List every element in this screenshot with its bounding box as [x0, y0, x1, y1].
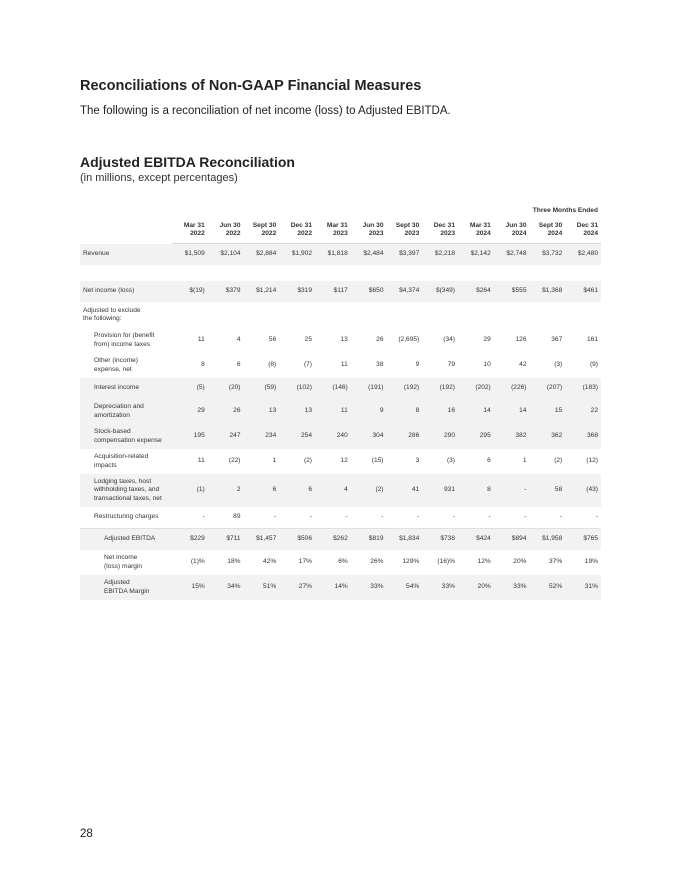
table-row	[80, 244, 601, 266]
table-cell: 1	[522, 457, 527, 465]
table-row	[80, 550, 601, 575]
row-label	[80, 550, 172, 575]
table-cell: (20)	[208, 378, 244, 399]
table-cell: 42%	[263, 558, 277, 566]
table-cell: 26	[208, 399, 244, 424]
row-label	[80, 449, 172, 474]
table-cell: 56	[268, 336, 277, 344]
row-label-line: Depreciation and	[94, 403, 144, 410]
table-cell: (192)	[422, 378, 458, 399]
table-cell: $(349)	[422, 281, 458, 302]
table-cell: 52%	[530, 575, 566, 600]
table-cell: 4	[236, 336, 241, 344]
table-cell: 382	[494, 424, 530, 449]
row-label-line: compensation expense	[94, 436, 162, 444]
table-cell: 14	[494, 399, 530, 424]
table-cell: 240	[315, 424, 351, 449]
period-label: Three Months Ended	[532, 206, 598, 214]
table-cell: 234	[244, 424, 280, 449]
table-cell: 11	[197, 457, 205, 465]
table-cell: 41	[387, 474, 423, 507]
table-cell: (1)	[172, 474, 208, 507]
row-label: Adjusted EBITDA	[80, 529, 172, 551]
column-header	[279, 217, 315, 244]
table-cell	[422, 302, 458, 328]
table-cell: $711	[208, 529, 244, 551]
table-cell: 6%	[338, 558, 348, 566]
table-cell: (202)	[458, 378, 494, 399]
row-label-line: from) income taxes	[94, 340, 151, 348]
column-header-year: 2024	[511, 230, 527, 237]
table-cell: 18%	[227, 558, 241, 566]
table-cell: $1,509	[172, 244, 208, 266]
column-header-year: 2023	[368, 230, 384, 237]
table-cell: (7)	[303, 361, 312, 369]
table-cell: 9	[351, 399, 387, 424]
row-label-line: (loss) margin	[104, 562, 143, 570]
table-cell: (3)	[446, 457, 455, 465]
table-cell: 368	[565, 424, 601, 449]
table-cell: (2,695)	[398, 336, 420, 344]
table-cell: $229	[172, 529, 208, 551]
intro-text: The following is a reconciliation of net income (loss) to Adjusted EBITDA.	[80, 105, 451, 117]
table-cell: 38	[376, 361, 384, 369]
table-cell: 1	[272, 457, 277, 465]
table-cell: -	[345, 513, 348, 521]
table-cell: 362	[530, 424, 566, 449]
table-cell: (15)	[371, 457, 384, 465]
table-cell: $2,142	[458, 244, 494, 266]
column-header-period: Jun 30	[362, 221, 384, 229]
table-cell: $819	[351, 529, 387, 551]
column-header-period: Sept 30	[395, 221, 420, 229]
table-cell: $424	[458, 529, 494, 551]
table-cell: $4,374	[387, 281, 423, 302]
table-cell: 2	[208, 474, 244, 507]
table-cell: 12%	[477, 558, 491, 566]
table-cell: (3)	[554, 361, 563, 369]
table-cell: $319	[279, 281, 315, 302]
table-cell: -	[202, 513, 205, 521]
table-cell: 31%	[565, 575, 601, 600]
table-cell: 26%	[370, 558, 384, 566]
column-header	[315, 217, 351, 244]
table-cell: $2,480	[565, 244, 601, 266]
table-cell: 33%	[494, 575, 530, 600]
table-cell: 14	[458, 399, 494, 424]
column-header	[244, 217, 280, 244]
column-header	[422, 217, 458, 244]
table-cell: 58	[530, 474, 566, 507]
table-cell: $1,214	[244, 281, 280, 302]
table-cell: (2)	[351, 474, 387, 507]
table-cell: $264	[458, 281, 494, 302]
table-spacer	[80, 265, 601, 281]
table-cell: 129%	[402, 558, 420, 566]
column-header-period: Mar 31	[183, 221, 205, 229]
table-cell	[351, 302, 387, 328]
row-label-line: Adjusted	[104, 579, 130, 586]
table-cell: 304	[351, 424, 387, 449]
table-row	[80, 302, 601, 328]
column-header	[530, 217, 566, 244]
table-cell: -	[417, 513, 420, 521]
column-header-period: Sept 30	[538, 221, 563, 229]
table-row	[80, 328, 601, 353]
row-label-line: Provision for (benefit	[94, 332, 155, 339]
column-header	[458, 217, 494, 244]
table-cell: 34%	[208, 575, 244, 600]
row-label-line: Adjusted to exclude	[83, 306, 141, 314]
ebitda-table	[80, 203, 601, 600]
column-header-year: 2023	[440, 230, 455, 237]
table-cell: 42	[519, 361, 527, 369]
table-cell: 295	[458, 424, 494, 449]
table-cell: 13	[244, 399, 280, 424]
table-cell: 367	[551, 336, 563, 344]
row-label	[80, 399, 172, 424]
column-header-year: 2022	[225, 230, 241, 237]
table-cell	[387, 302, 423, 328]
table-cell: $2,748	[494, 244, 530, 266]
table-cell: 26	[376, 336, 384, 344]
column-header	[565, 217, 601, 244]
column-header-period: Jun 30	[505, 221, 527, 229]
table-cell: 6	[244, 474, 280, 507]
table-row	[80, 353, 601, 378]
column-header-period: Sept 30	[252, 221, 277, 229]
table-cell: 247	[208, 424, 244, 449]
table-cell: (22)	[228, 457, 241, 465]
table-cell: 79	[447, 361, 455, 369]
table-cell: 6	[487, 457, 491, 465]
table-cell: 126	[515, 336, 527, 344]
column-header-period: Dec 31	[576, 221, 598, 229]
table-cell: (146)	[315, 378, 351, 399]
page-number: 28	[80, 828, 93, 840]
table-cell: (2)	[303, 457, 312, 465]
table-row	[80, 507, 601, 529]
table-cell: $765	[565, 529, 601, 551]
table-cell: -	[274, 513, 277, 521]
table-cell: 161	[586, 336, 598, 344]
column-header-year: 2022	[261, 230, 277, 237]
column-header-year: 2024	[476, 230, 491, 237]
row-label	[80, 328, 172, 353]
column-header-period: Jun 30	[219, 221, 241, 229]
table-cell: (102)	[279, 378, 315, 399]
table-cell: (1)%	[190, 558, 205, 566]
table-cell: 254	[279, 424, 315, 449]
table-cell: -	[524, 513, 527, 521]
table-cell: 19%	[584, 558, 598, 566]
table-cell: $2,104	[208, 244, 244, 266]
table-cell: 14%	[315, 575, 351, 600]
table-cell: 29	[483, 336, 491, 344]
table-cell: 4	[315, 474, 351, 507]
table-cell: (43)	[565, 474, 601, 507]
table-cell: 20%	[458, 575, 494, 600]
table-row	[80, 378, 601, 399]
table-cell: 15	[530, 399, 566, 424]
row-label-line: impacts	[94, 461, 117, 469]
table-cell: (191)	[351, 378, 387, 399]
row-label: Revenue	[80, 244, 172, 266]
row-label-line: Other (income)	[94, 357, 138, 364]
column-header	[208, 217, 244, 244]
table-cell: (16)%	[437, 558, 455, 566]
table-row	[80, 575, 601, 600]
table-cell: (183)	[565, 378, 601, 399]
table-cell	[315, 302, 351, 328]
table-cell: 11	[315, 399, 351, 424]
section-subtitle: (in millions, except percentages)	[80, 172, 238, 184]
table-cell: -	[494, 474, 530, 507]
column-header-year: 2022	[297, 230, 312, 237]
table-cell: $379	[208, 281, 244, 302]
table-cell: (192)	[387, 378, 423, 399]
table-cell: 8	[387, 399, 423, 424]
column-header-year: 2023	[333, 230, 348, 237]
column-header-year: 2024	[547, 230, 563, 237]
column-header-period: Mar 31	[326, 221, 348, 229]
row-label-line: Acquisition-related	[94, 453, 149, 460]
table-cell: (9)	[589, 361, 598, 369]
table-cell	[244, 302, 280, 328]
row-label-line: withholding taxes, and	[94, 486, 160, 494]
table-cell	[279, 302, 315, 328]
column-header	[172, 217, 208, 244]
table-cell: $555	[494, 281, 530, 302]
row-label-line: Lodging taxes, host	[94, 477, 152, 485]
table-cell	[458, 302, 494, 328]
table-row	[80, 474, 601, 507]
table-cell	[494, 302, 530, 328]
table-cell: 10	[483, 361, 491, 369]
column-header-year: 2024	[583, 230, 598, 237]
column-header	[351, 217, 387, 244]
row-label-line: expense, net	[94, 365, 132, 373]
table-cell: $1,818	[315, 244, 351, 266]
column-header-period: Mar 31	[469, 221, 491, 229]
row-label-line: amortization	[94, 411, 130, 419]
row-label-line: Stock-based	[94, 428, 131, 435]
row-label-line: transactional taxes, net	[94, 494, 162, 502]
table-cell: 22	[565, 399, 601, 424]
table-cell: $2,218	[422, 244, 458, 266]
row-label-line: Net income	[104, 554, 138, 561]
table-cell: -	[381, 513, 384, 521]
table-cell: 27%	[279, 575, 315, 600]
table-cell: 11	[197, 336, 205, 344]
table-cell: 8	[201, 361, 205, 369]
table-cell: -	[595, 513, 598, 521]
table-cell: 13	[340, 336, 348, 344]
table-cell: 931	[422, 474, 458, 507]
table-row	[80, 529, 601, 551]
table-cell: 37%	[549, 558, 563, 566]
table-cell: $262	[315, 529, 351, 551]
table-cell: 13	[279, 399, 315, 424]
section-title: Adjusted EBITDA Reconciliation	[80, 154, 295, 170]
table-cell: (5)	[172, 378, 208, 399]
table-cell: (2)	[554, 457, 563, 465]
column-header-row	[80, 217, 601, 244]
table-cell	[172, 302, 208, 328]
row-label: Interest income	[80, 378, 172, 399]
table-cell: (34)	[443, 336, 455, 344]
table-cell: 3	[415, 457, 420, 465]
table-cell: 29	[172, 399, 208, 424]
row-label	[80, 302, 172, 328]
table-cell: 51%	[244, 575, 280, 600]
column-header	[387, 217, 423, 244]
table-cell: 6	[236, 361, 241, 369]
table-cell: 17%	[298, 558, 312, 566]
column-header-year: 2022	[190, 230, 205, 237]
table-row	[80, 399, 601, 424]
table-cell: -	[488, 513, 491, 521]
table-cell: $650	[351, 281, 387, 302]
table-cell: (226)	[494, 378, 530, 399]
row-label: Restructuring charges	[94, 513, 159, 521]
table-cell: 8	[458, 474, 494, 507]
column-header-period: Dec 31	[433, 221, 455, 229]
table-cell: (8)	[268, 361, 277, 369]
table-cell: $738	[422, 529, 458, 551]
table-cell: 12	[340, 457, 348, 465]
page-heading: Reconciliations of Non-GAAP Financial Measures	[80, 78, 422, 94]
table-cell: 33%	[422, 575, 458, 600]
table-cell: 290	[422, 424, 458, 449]
column-header-year: 2023	[404, 230, 420, 237]
table-cell: 15%	[172, 575, 208, 600]
table-cell: $1,457	[244, 529, 280, 551]
table-cell: $3,397	[387, 244, 423, 266]
row-label	[80, 353, 172, 378]
row-label	[80, 575, 172, 600]
table-cell: 286	[387, 424, 423, 449]
column-header-period: Dec 31	[290, 221, 312, 229]
reconciliation-table	[80, 203, 601, 600]
table-row	[80, 281, 601, 302]
table-cell: $3,732	[530, 244, 566, 266]
table-cell: -	[560, 513, 563, 521]
table-row	[80, 424, 601, 449]
table-cell: -	[452, 513, 455, 521]
table-cell: $117	[315, 281, 351, 302]
table-cell: 195	[172, 424, 208, 449]
table-row	[80, 449, 601, 474]
table-cell: $461	[565, 281, 601, 302]
table-cell	[530, 302, 566, 328]
table-cell: 25	[304, 336, 312, 344]
table-cell: 9	[415, 361, 420, 369]
table-cell: 20%	[513, 558, 527, 566]
table-cell	[208, 302, 244, 328]
table-cell: $(19)	[172, 281, 208, 302]
table-cell: 33%	[351, 575, 387, 600]
table-cell: 6	[279, 474, 315, 507]
table-cell	[565, 302, 601, 328]
table-cell: 16	[422, 399, 458, 424]
table-cell: -	[309, 513, 312, 521]
row-label	[80, 424, 172, 449]
row-label	[80, 474, 172, 507]
table-cell: $1,368	[530, 281, 566, 302]
table-cell: $1,958	[530, 529, 566, 551]
table-cell: $1,902	[279, 244, 315, 266]
row-label-line: EBITDA Margin	[104, 587, 150, 595]
period-header-row	[80, 203, 601, 217]
row-label-line: the following:	[83, 315, 122, 322]
table-cell: $506	[279, 529, 315, 551]
table-cell: 11	[340, 361, 348, 369]
table-cell: $1,834	[387, 529, 423, 551]
table-cell: (59)	[244, 378, 280, 399]
table-cell: $2,884	[244, 244, 280, 266]
table-cell: $894	[494, 529, 530, 551]
table-cell: (207)	[530, 378, 566, 399]
table-cell: 89	[233, 513, 241, 521]
table-cell: 54%	[387, 575, 423, 600]
table-cell: (12)	[586, 457, 598, 465]
column-header	[494, 217, 530, 244]
row-label: Net income (loss)	[80, 281, 172, 302]
table-cell: $2,484	[351, 244, 387, 266]
